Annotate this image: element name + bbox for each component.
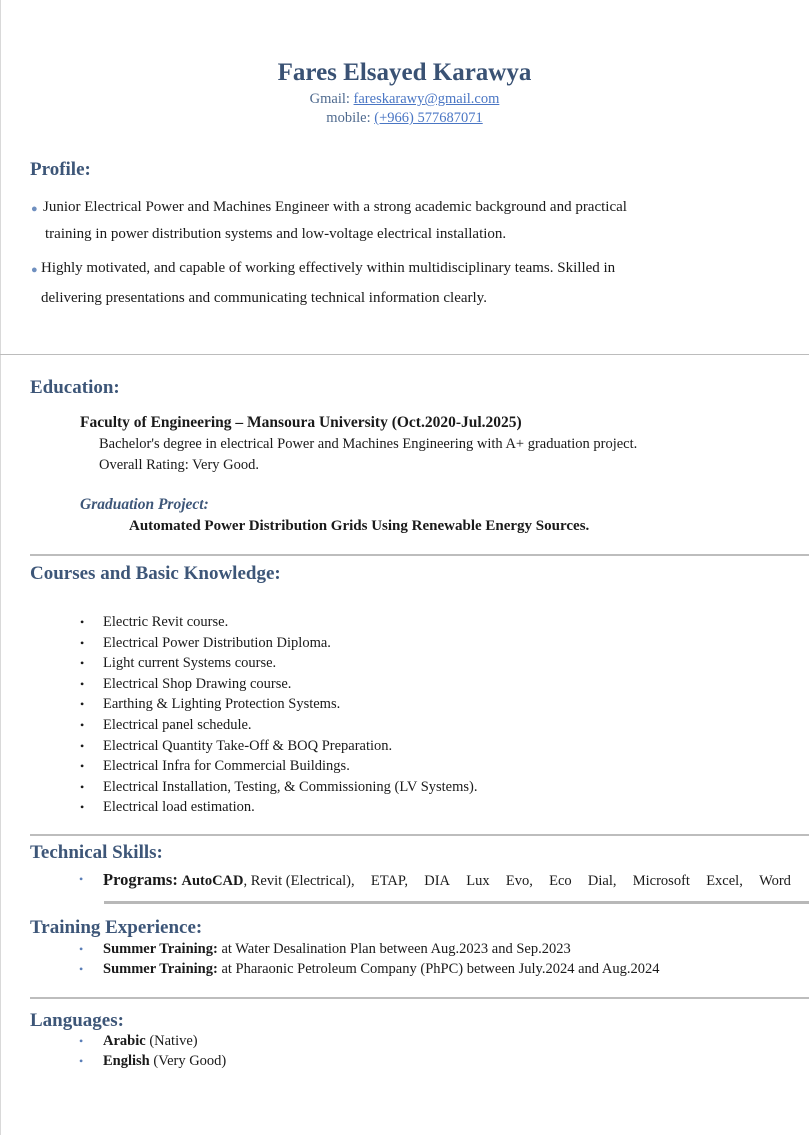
gmail-link[interactable]: fareskarawy@gmail.com — [353, 91, 500, 107]
training-item-2 — [103, 961, 659, 978]
list-item: • Electrical Installation, Testing, & Commissioning (LV Systems). — [80, 777, 478, 798]
education-faculty: Faculty of Engineering – Mansoura University (Oct.2020-Jul.2025) — [80, 414, 522, 431]
skills-underline — [104, 901, 809, 904]
gmail-label: Gmail: — [309, 91, 354, 107]
bullet-icon: • — [80, 738, 85, 753]
list-item: • Electrical Shop Drawing course. — [80, 674, 478, 695]
program: , Revit (Electrical), — [243, 873, 355, 889]
language-level: (Very Good) — [149, 1053, 227, 1069]
skills-heading: Technical Skills: — [30, 842, 163, 863]
language-bullet: • — [79, 1054, 84, 1068]
graduation-project-label: Graduation Project: — [80, 496, 209, 513]
training-text: at Pharaonic Petroleum Company (PhPC) between July.2024 and Aug.2024 — [217, 961, 660, 977]
graduation-project-title: Automated Power Distribution Grids Using Renewable Energy Sources. — [129, 518, 590, 534]
mobile-line — [0, 110, 809, 127]
education-heading: Education: — [30, 377, 120, 398]
program: Eco — [549, 873, 572, 889]
programs-label: Programs: — [103, 870, 178, 889]
training-bullet: • — [79, 942, 84, 956]
language-item-arabic — [103, 1033, 198, 1050]
list-item: • Electrical Quantity Take-Off & BOQ Preparation. — [80, 736, 478, 757]
education-rating: Overall Rating: Very Good. — [99, 457, 260, 473]
language-level: (Native) — [145, 1033, 198, 1049]
language-name: English — [103, 1053, 150, 1069]
training-item-1 — [103, 941, 571, 958]
mobile-label: mobile: — [326, 110, 375, 126]
bullet-icon: • — [80, 676, 85, 691]
profile-bullet-1-line-2: training in power distribution systems and low-voltage electrical installation. — [45, 226, 507, 242]
profile-bullet-2-line-2: delivering presentations and communicating technical information clearly. — [41, 290, 487, 306]
training-text: at Water Desalination Plan between Aug.2023 and Sep.2023 — [217, 941, 571, 957]
program: Microsoft — [632, 873, 690, 889]
mobile-link[interactable]: (+966) 577687071 — [374, 110, 483, 126]
bullet-icon: • — [80, 615, 85, 629]
list-item: • Electrical load estimation. — [80, 797, 478, 818]
list-item: • Light current Systems course. — [80, 653, 478, 674]
section-divider — [30, 997, 809, 999]
bullet-icon: • — [80, 759, 85, 774]
profile-bullet-1-line-1: Junior Electrical Power and Machines Engineer with a strong academic background and practical — [43, 199, 627, 215]
courses-heading: Courses and Basic Knowledge: — [30, 563, 281, 584]
program: Word — [759, 873, 791, 889]
profile-bullet-2: ● — [31, 264, 38, 276]
section-divider — [0, 354, 809, 355]
training-heading: Training Experience: — [30, 917, 203, 938]
program: Lux — [466, 873, 490, 889]
program: DIA — [424, 873, 451, 889]
bullet-icon: • — [80, 697, 85, 712]
gmail-line — [0, 91, 809, 108]
skills-programs-lead — [103, 870, 355, 890]
list-item: • Electrical Infra for Commercial Buildings. — [80, 756, 478, 777]
language-bullet: • — [79, 1034, 84, 1048]
list-item: • Electric Revit course. — [80, 612, 478, 633]
language-name: Arabic — [103, 1033, 146, 1049]
profile-bullet-1: ● — [31, 203, 38, 215]
section-divider — [30, 834, 809, 836]
program: Dial, — [587, 873, 617, 889]
program: Excel, — [706, 873, 743, 889]
skills-programs-line — [103, 870, 791, 890]
bullet-icon: • — [80, 779, 85, 794]
program: Evo, — [505, 873, 533, 889]
languages-heading: Languages: — [30, 1010, 124, 1031]
candidate-name: Fares Elsayed Karawya — [277, 59, 532, 86]
bullet-icon: • — [80, 800, 85, 815]
profile-bullet-2-line-1: Highly motivated, and capable of working effectively within multidisciplinary teams. Skilled in — [41, 260, 616, 276]
courses-list — [80, 612, 478, 818]
bullet-icon: • — [80, 656, 85, 671]
skills-bullet: • — [79, 872, 84, 886]
program-first: AutoCAD — [181, 873, 244, 889]
page-left-border — [0, 0, 1, 1135]
training-bullet: • — [79, 962, 84, 976]
language-item-english — [103, 1053, 226, 1070]
bullet-icon: • — [80, 717, 85, 732]
bullet-icon: • — [80, 635, 85, 650]
list-item: • Electrical panel schedule. — [80, 715, 478, 736]
section-divider — [30, 554, 809, 556]
training-label: Summer Training: — [103, 961, 218, 977]
list-item: • Earthing & Lighting Protection Systems. — [80, 694, 478, 715]
education-degree: Bachelor's degree in electrical Power and Machines Engineering with A+ graduation project. — [99, 436, 638, 452]
program: ETAP, — [370, 873, 408, 889]
list-item: • Electrical Power Distribution Diploma. — [80, 633, 478, 654]
training-label: Summer Training: — [103, 941, 218, 957]
profile-heading: Profile: — [30, 159, 91, 180]
